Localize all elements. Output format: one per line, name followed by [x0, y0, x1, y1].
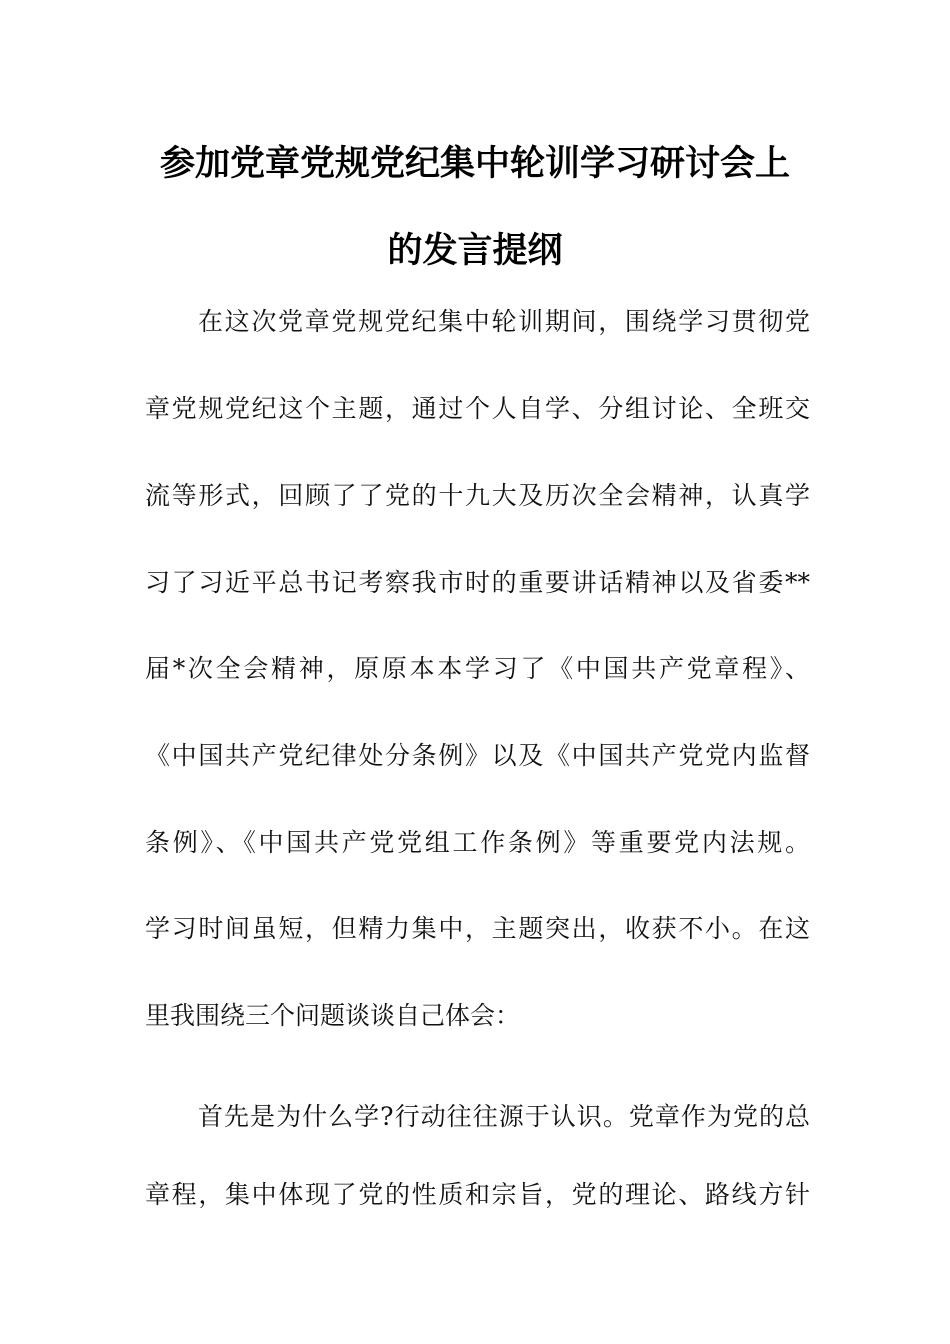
paragraph-line: 流等形式，回顾了了党的十九大及历次全会精神，认真学 — [145, 481, 810, 510]
paragraph-line: 《中国共产党纪律处分条例》以及《中国共产党党内监督 — [145, 741, 810, 770]
document-title-line-2: 的发言提纲 — [387, 231, 563, 271]
paragraph-line: 届*次全会精神，原原本本学习了《中国共产党章程》、 — [145, 654, 810, 683]
paragraph-line: 学习时间虽短，但精力集中，主题突出，收获不小。在这 — [145, 914, 810, 943]
paragraph-line: 章党规党纪这个主题，通过个人自学、分组讨论、全班交 — [145, 394, 810, 423]
document-title-line-1: 参加党章党规党纪集中轮训学习研讨会上 — [159, 144, 790, 184]
paragraph-line: 在这次党章党规党纪集中轮训期间，围绕学习贯彻党 — [198, 307, 810, 336]
paragraph-line: 条例》、《中国共产党党组工作条例》等重要党内法规。 — [145, 828, 810, 857]
paragraph-line: 章程，集中体现了党的性质和宗旨，党的理论、路线方针 — [145, 1180, 810, 1209]
paragraph-line: 首先是为什么学?行动往往源于认识。党章作为党的总 — [198, 1102, 810, 1131]
paragraph-line: 习了习近平总书记考察我市时的重要讲话精神以及省委** — [145, 568, 810, 597]
paragraph-line: 里我围绕三个问题谈谈自己体会： — [145, 1001, 521, 1030]
